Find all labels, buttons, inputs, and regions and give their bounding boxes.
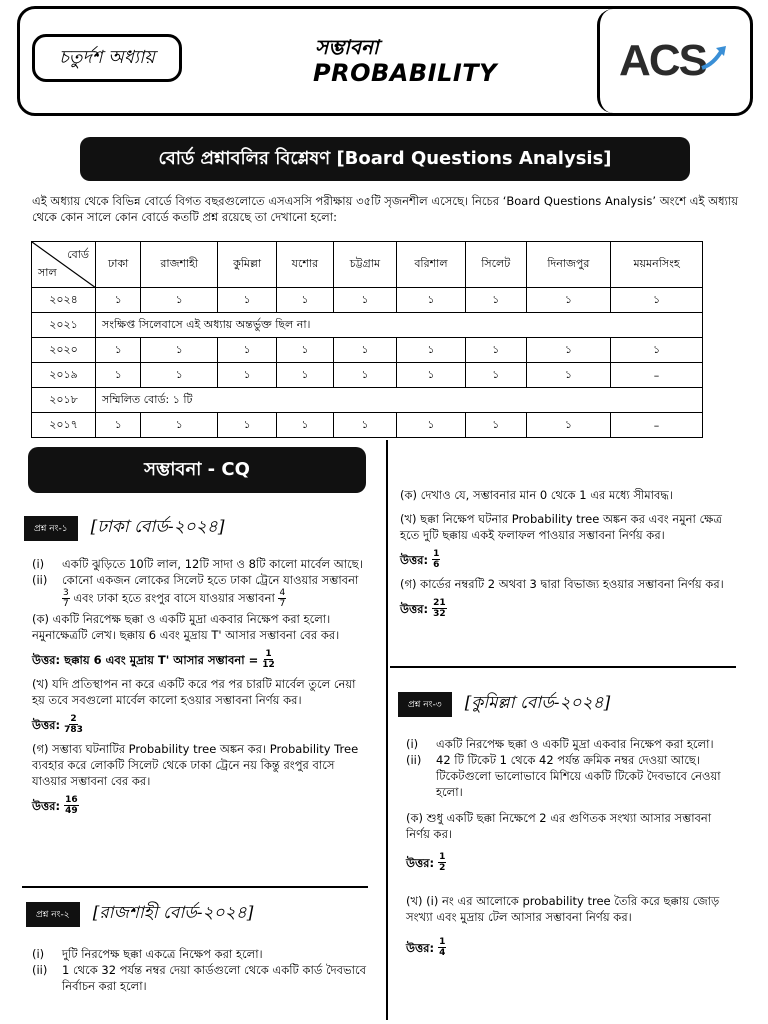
year-cell: ২০২৪ — [32, 288, 96, 313]
answer: উত্তর: $\frac{16}{49}$ — [32, 795, 78, 816]
year-cell: ২০১৭ — [32, 413, 96, 438]
count-cell: ১ — [397, 413, 466, 438]
question-2-stem — [32, 946, 366, 994]
count-cell: ১ — [333, 413, 397, 438]
table-corner-cell — [32, 242, 96, 288]
count-cell: ১ — [141, 338, 218, 363]
table-row — [32, 313, 703, 338]
board-header: দিনাজপুর — [526, 242, 610, 288]
year-cell: ২০২০ — [32, 338, 96, 363]
divider — [390, 666, 736, 668]
sub-question: (গ) কার্ডের নম্বরটি 2 অথবা 3 দ্বারা বিভাজ্য হওয়ার সম্ভাবনা নির্ণয় কর। — [400, 577, 724, 591]
count-cell: ১ — [333, 288, 397, 313]
logo-text: ACS — [619, 36, 706, 85]
sub-question: (খ) যদি প্রতিস্থাপন না করে একটি করে পর পর চারটি মার্বেল তুলে নেয়া হয় তবে সবগুলো মার্বেল কালো হওয়ার সম্ভাবনা নির্ণয় কর। — [32, 677, 356, 707]
sub-question: (গ) সম্ভাব্য ঘটনাটির Probability tree অঙ্কন কর। Probability Tree ব্যবহার করে লোকটি সিলেট থেকে ঢাকা ট্রেনে নয় কিন্তু রংপুর বাসে যাওয়ার সম্ভাবনা বের কর। — [32, 742, 359, 788]
count-cell: ১ — [526, 338, 610, 363]
corner-board-label: বোর্ড — [67, 248, 89, 261]
cq-banner: সম্ভাবনা - CQ — [28, 447, 366, 493]
count-cell: ১ — [96, 413, 141, 438]
stem-item: (ii) 42 টি টিকেট 1 থেকে 42 পর্যন্ত ক্রমিক নম্বর দেওয়া আছে। টিকেটগুলো ভালোভাবে মিশিয়ে একটি টিকেট দৈবভাবে নেওয়া হলো। — [406, 753, 721, 799]
count-cell: ১ — [141, 363, 218, 388]
table-row — [32, 363, 703, 388]
count-cell: ১ — [465, 338, 526, 363]
count-cell: ১ — [218, 413, 277, 438]
count-cell: ১ — [526, 363, 610, 388]
count-cell: ১ — [465, 413, 526, 438]
stem-item: (i) একটি ঝুড়িতে 10টি লাল, 12টি সাদা ও 8টি কালো মার্বেল আছে। — [32, 557, 363, 571]
count-cell: – — [611, 363, 703, 388]
fraction: $\frac{1}{2}$ — [439, 852, 446, 873]
question-2-subquestions — [400, 487, 736, 625]
board-header: চট্টগ্রাম — [333, 242, 397, 288]
table-row — [32, 413, 703, 438]
divider — [22, 886, 368, 888]
answer: উত্তর: ছক্কায় 6 এবং মুদ্রায় T' আসার সম্ভাবনা = $\frac{1}{12}$ — [32, 649, 275, 670]
chapter-label: চতুর্দশ অধ্যায় — [32, 34, 182, 82]
count-cell: ১ — [333, 363, 397, 388]
count-cell: ১ — [397, 363, 466, 388]
count-cell: ১ — [611, 338, 703, 363]
board-header: রাজশাহী — [141, 242, 218, 288]
year-cell: ২০১৮ — [32, 388, 96, 413]
answer: উত্তর: $\frac{1}{2}$ — [406, 852, 446, 873]
title-english: PROBABILITY — [313, 59, 498, 87]
count-cell: ১ — [611, 288, 703, 313]
count-cell: ১ — [465, 363, 526, 388]
corner-year-label: সাল — [38, 266, 57, 279]
sub-question: (ক) দেখাও যে, সম্ভাবনার মান 0 থেকে 1 এর মধ্যে সীমাবদ্ধ। — [400, 488, 673, 502]
question-tag: প্রশ্ন নং-৩ — [398, 692, 452, 717]
count-cell: ১ — [397, 288, 466, 313]
answer: উত্তর: $\frac{1}{6}$ — [400, 549, 440, 570]
count-cell: ১ — [218, 288, 277, 313]
count-cell: ১ — [218, 338, 277, 363]
sub-question: (খ) (i) নং এর আলোকে probability tree তৈরি করে ছক্কায় জোড় সংখ্যা এবং মুদ্রায় টেল আসার সম্ভাবনা নির্ণয় কর। — [406, 894, 720, 924]
answer: উত্তর: $\frac{2}{783}$ — [32, 714, 83, 735]
question-3-body — [406, 736, 738, 964]
count-cell: ১ — [96, 338, 141, 363]
fraction: $\frac{1}{12}$ — [262, 649, 275, 670]
count-cell: ১ — [96, 363, 141, 388]
note-cell: সম্মিলিত বোর্ড: ১ টি — [96, 388, 703, 413]
count-cell: – — [611, 413, 703, 438]
count-cell: ১ — [277, 413, 334, 438]
board-header: সিলেট — [465, 242, 526, 288]
stem-item: (ii) 1 থেকে 32 পর্যন্ত নম্বর দেয়া কার্ডগুলো থেকে একটি কার্ড দৈবভাবে নির্বাচন করা হলো। — [32, 963, 366, 993]
logo — [597, 9, 747, 113]
note-cell: সংক্ষিপ্ত সিলেবাসে এই অধ্যায় অন্তর্ভুক্ত ছিল না। — [96, 313, 703, 338]
count-cell: ১ — [96, 288, 141, 313]
board-label: [রাজশাহী বোর্ড-২০২৪] — [92, 903, 254, 923]
count-cell: ১ — [277, 288, 334, 313]
fraction: $\frac{1}{4}$ — [439, 937, 446, 958]
column-divider — [386, 440, 388, 1020]
table-row — [32, 388, 703, 413]
answer: উত্তর: $\frac{21}{32}$ — [400, 598, 446, 619]
fraction: $\frac{3}{7}$ — [63, 588, 69, 609]
stem-item: (ii) কোনো একজন লোকের সিলেট হতে ঢাকা ট্রেনে যাওয়ার সম্ভাবনা $\frac{3}{7}$ এবং ঢাকা হতে রংপুর বাসে যাওয়ার সম্ভাবনা $\frac{4}{7}$ — [32, 573, 359, 609]
board-label: [ঢাকা বোর্ড-২০২৪] — [90, 517, 225, 537]
question-1-heading — [24, 514, 224, 542]
board-header: কুমিল্লা — [218, 242, 277, 288]
title-bangla: সম্ভাবনা — [315, 35, 379, 59]
board-header: ঢাকা — [96, 242, 141, 288]
sub-question: (ক) একটি নিরপেক্ষ ছক্কা ও একটি মুদ্রা একবার নিক্ষেপ করা হলো। নমুনাক্ষেত্রটি লেখ। ছক্কায় 6 এবং মুদ্রায় T' আসার সম্ভাবনা বের কর। — [32, 612, 340, 642]
count-cell: ১ — [141, 413, 218, 438]
count-cell: ১ — [465, 288, 526, 313]
count-cell: ১ — [397, 338, 466, 363]
board-analysis-banner: বোর্ড প্রশ্নাবলির বিশ্লেষণ [Board Questions Analysis] — [80, 137, 690, 181]
fraction: $\frac{21}{32}$ — [433, 598, 446, 619]
intro-text: এই অধ্যায় থেকে বিভিন্ন বোর্ডে বিগত বছরগুলোতে এসএসসি পরীক্ষায় ৩৫টি সৃজনশীল এসেছে। নিচের ‘Board Questions Analysis’ অংশে এই অধ্যায় থেকে কোন সালে কোন বোর্ডে কতটি প্রশ্ন রয়েছে তা দেখানো হলো: — [32, 194, 738, 224]
count-cell: ১ — [526, 288, 610, 313]
table-header-row — [32, 242, 703, 288]
count-cell: ১ — [277, 363, 334, 388]
count-cell: ১ — [141, 288, 218, 313]
year-cell: ২০১৯ — [32, 363, 96, 388]
fraction: $\frac{16}{49}$ — [65, 795, 78, 816]
question-3-heading — [398, 690, 610, 718]
answer: উত্তর: $\frac{1}{4}$ — [406, 937, 446, 958]
page-header — [17, 6, 753, 116]
question-2-heading — [26, 900, 253, 928]
stem-item: (i) একটি নিরপেক্ষ ছক্কা ও একটি মুদ্রা একবার নিক্ষেপ করা হলো। — [406, 737, 714, 751]
count-cell: ১ — [333, 338, 397, 363]
count-cell: ১ — [277, 338, 334, 363]
table-row — [32, 338, 703, 363]
sub-question: (ক) শুধু একটি ছক্কা নিক্ষেপে 2 এর গুণিতক সংখ্যা আসার সম্ভাবনা নির্ণয় কর। — [406, 811, 712, 841]
logo-arrow-icon — [700, 42, 728, 72]
table-row — [32, 288, 703, 313]
sub-question: (খ) ছক্কা নিক্ষেপ ঘটনার Probability tree অঙ্কন কর এবং নমুনা ক্ষেত্র হতে দুটি ছক্কায় একই ফলাফল পাওয়ার সম্ভাবনা নির্ণয় কর। — [400, 512, 722, 542]
year-cell: ২০২১ — [32, 313, 96, 338]
stem-item: (i) দুটি নিরপেক্ষ ছক্কা একত্রে নিক্ষেপ করা হলো। — [32, 947, 263, 961]
count-cell: ১ — [526, 413, 610, 438]
question-1-body — [32, 556, 366, 822]
fraction: $\frac{1}{6}$ — [433, 549, 440, 570]
question-tag: প্রশ্ন নং-২ — [26, 902, 80, 927]
board-header: যশোর — [277, 242, 334, 288]
board-label: [কুমিল্লা বোর্ড-২০২৪] — [464, 693, 611, 713]
fraction: $\frac{4}{7}$ — [279, 588, 286, 609]
board-header: বরিশাল — [397, 242, 466, 288]
question-tag: প্রশ্ন নং-১ — [24, 516, 78, 541]
count-cell: ১ — [218, 363, 277, 388]
board-header: ময়মনসিংহ — [611, 242, 703, 288]
fraction: $\frac{2}{783}$ — [64, 714, 83, 735]
board-questions-table — [31, 241, 703, 438]
